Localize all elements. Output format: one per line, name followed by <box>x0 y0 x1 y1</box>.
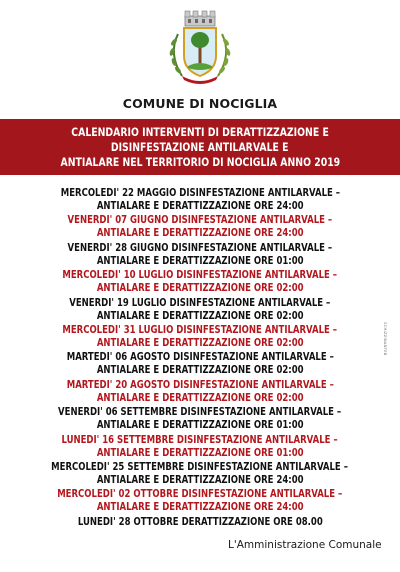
event-line-1: MERCOLEDI' 02 OTTOBRE DISINFESTAZIONE ANTILARVALE – <box>57 487 343 501</box>
event-line-2: ANTIALARE E DERATTIZZAZIONE ORE 24:00 <box>96 500 304 514</box>
event-line-2: ANTIALARE E DERATTIZZAZIONE ORE 01:00 <box>96 253 304 267</box>
banner-title-line: DISINFESTAZIONE ANTILARVALE E <box>111 139 289 154</box>
vertical-credit-label: SCHIZZINANTEB <box>383 322 388 356</box>
event-line-1: VENERDI' 19 LUGLIO DISINFESTAZIONE ANTILARVALE – <box>69 295 331 309</box>
signature-text: L'Amministrazione Comunale <box>228 539 382 551</box>
event-item <box>0 241 400 268</box>
event-list <box>0 186 400 542</box>
event-item <box>0 378 400 405</box>
oak-branch-icon <box>218 34 231 76</box>
event-line-2: ANTIALARE E DERATTIZZAZIONE ORE 01:00 <box>96 445 304 459</box>
banner-title-line: ANTIALARE NEL TERRITORIO DI NOCIGLIA ANNO 2019 <box>60 154 340 169</box>
event-item <box>0 350 400 377</box>
event-line-1: VENERDI' 06 SETTEMBRE DISINFESTAZIONE ANTILARVALE – <box>58 405 342 419</box>
event-line-2: ANTIALARE E DERATTIZZAZIONE ORE 24:00 <box>96 472 304 486</box>
ribbon-icon <box>182 76 218 84</box>
event-line-1: MERCOLEDI' 25 SETTEMBRE DISINFESTAZIONE ANTILARVALE – <box>51 459 349 473</box>
laurel-branch-icon <box>169 34 182 76</box>
shield-icon <box>184 28 216 76</box>
event-line-1: VENERDI' 07 GIUGNO DISINFESTAZIONE ANTILARVALE – <box>67 213 333 227</box>
event-line-1: MARTEDI' 06 AGOSTO DISINFESTAZIONE ANTILARVALE – <box>66 350 334 364</box>
event-line-1: MERCOLEDI' 10 LUGLIO DISINFESTAZIONE ANTILARVALE – <box>62 268 338 282</box>
event-line-1: MARTEDI' 20 AGOSTO DISINFESTAZIONE ANTILARVALE – <box>66 377 334 391</box>
event-line-1: MERCOLEDI' 31 LUGLIO DISINFESTAZIONE ANTILARVALE – <box>62 322 338 336</box>
event-line-2: ANTIALARE E DERATTIZZAZIONE ORE 02:00 <box>96 390 304 404</box>
event-line-2: ANTIALARE E DERATTIZZAZIONE ORE 02:00 <box>96 363 304 377</box>
event-item <box>0 268 400 295</box>
event-line-1: VENERDI' 28 GIUGNO DISINFESTAZIONE ANTILARVALE – <box>67 240 333 254</box>
event-item <box>0 460 400 487</box>
event-item <box>0 213 400 240</box>
event-line-2: ANTIALARE E DERATTIZZAZIONE ORE 02:00 <box>96 281 304 295</box>
event-line-1: MERCOLEDI' 22 MAGGIO DISINFESTAZIONE ANTILARVALE – <box>60 186 340 199</box>
event-item <box>0 515 400 542</box>
event-item <box>0 296 400 323</box>
event-line-1: LUNEDI' 16 SETTEMBRE DISINFESTAZIONE ANTILARVALE – <box>61 432 339 446</box>
event-line-2: ANTIALARE E DERATTIZZAZIONE ORE 02:00 <box>96 335 304 349</box>
banner-title-line: CALENDARIO INTERVENTI DI DERATTIZZAZIONE E <box>71 124 329 139</box>
event-line-2: ANTIALARE E DERATTIZZAZIONE ORE 02:00 <box>96 308 304 322</box>
event-item <box>0 487 400 514</box>
event-line-2: ANTIALARE E DERATTIZZAZIONE ORE 24:00 <box>96 199 304 212</box>
event-line-2: ANTIALARE E DERATTIZZAZIONE ORE 01:00 <box>96 418 304 432</box>
event-item <box>0 186 400 213</box>
event-item <box>0 433 400 460</box>
title-banner <box>0 119 400 175</box>
event-item <box>0 323 400 350</box>
event-item <box>0 405 400 432</box>
event-line-2: ANTIALARE E DERATTIZZAZIONE ORE 24:00 <box>96 226 304 240</box>
crown-icon <box>185 11 215 26</box>
municipality-name: COMUNE DI NOCIGLIA <box>122 96 278 111</box>
event-line-1: LUNEDI' 28 OTTOBRE DERATTIZZAZIONE ORE 08.00 <box>77 514 323 528</box>
coat-of-arms-logo <box>158 6 242 88</box>
